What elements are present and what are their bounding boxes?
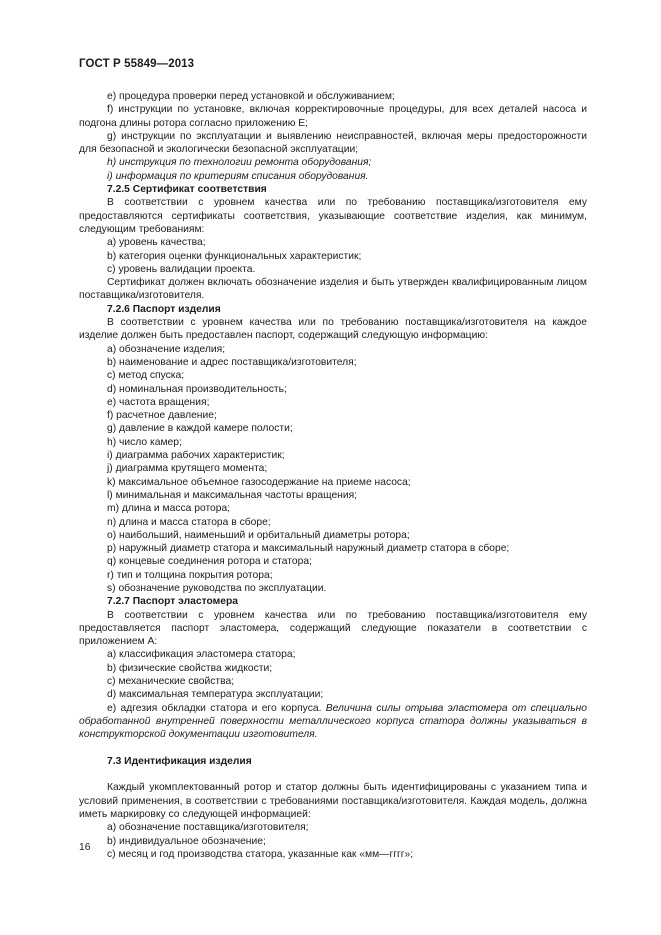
list-item: i) диаграмма рабочих характеристик; — [107, 450, 285, 462]
list-item: f) расчетное давление; — [107, 410, 217, 422]
list-item: d) номинальная производительность; — [107, 383, 287, 395]
paragraph: В соответствии с уровнем качества или по требованию поставщика/изготовителя ему предоставляется паспорт эластомера, содержащий следующие показатели в соответствии с приложением А: — [79, 609, 587, 648]
list-item: b) индивидуальное обозначение; — [107, 835, 266, 847]
list-item: n) длина и масса статора в сборе; — [107, 516, 271, 528]
list-item: l) минимальная и максимальная частоты вращения; — [107, 489, 358, 501]
list-item — [79, 702, 587, 742]
list-item: d) максимальная температура эксплуатации; — [107, 689, 324, 701]
list-item: c) месяц и год производства статора, указанные как «мм—гггг»; — [107, 848, 414, 860]
list-item: a) обозначение изделия; — [107, 343, 226, 355]
list-item: e) процедура проверки перед установкой и обслуживанием; — [107, 91, 395, 102]
list-item: c) метод спуска; — [107, 370, 185, 382]
paragraph: В соответствии с уровнем качества или по требованию поставщика/изготовителя на каждое изделие должен быть предоставлен паспорт, содержащий следующую информацию: — [79, 317, 587, 342]
paragraph: Каждый укомплектованный ротор и статор должны быть идентифицированы с указанием типа и условий применения, в соответствии с требованиями поставщика/изготовителя. Каждая модель, должна иметь маркировку со следующей информацией: — [79, 782, 587, 821]
paragraph: Сертификат должен включать обозначение изделия и быть утвержден квалифицированным лицом поставщика/изготовителя. — [79, 277, 587, 302]
list-item: b) физические свойства жидкости; — [107, 662, 273, 674]
list-item: k) максимальное объемное газосодержание на приеме насоса; — [107, 476, 411, 488]
list-item: c) механические свойства; — [107, 676, 235, 688]
list-item: b) наименование и адрес поставщика/изготовителя; — [107, 356, 357, 368]
section-heading: 7.2.5 Сертификат соответствия — [107, 184, 267, 196]
list-item: s) обозначение руководства по эксплуатации. — [107, 582, 327, 594]
list-item: a) классификация эластомера статора; — [107, 649, 296, 661]
list-item: c) уровень валидации проекта. — [107, 263, 256, 275]
list-item: g) давление в каждой камере полости; — [107, 423, 293, 435]
page-number: 16 — [79, 842, 91, 853]
list-item: j) диаграмма крутящего момента; — [107, 463, 268, 475]
spacer — [79, 742, 587, 755]
list-item: h) инструкция по технологии ремонта оборудования; — [107, 157, 372, 169]
spacer — [79, 768, 587, 781]
list-item: r) тип и толщина покрытия ротора; — [107, 569, 273, 581]
list-item: h) число камер; — [107, 436, 182, 448]
list-item: i) информация по критериям списания оборудования. — [107, 170, 369, 182]
list-item: q) концевые соединения ротора и статора; — [107, 556, 312, 568]
list-item: f) инструкции по установке, включая корректировочные процедуры, для всех деталей насоса и подгона длины ротора согласно приложению Е; — [79, 104, 587, 129]
list-item: g) инструкции по эксплуатации и выявлению неисправностей, включая меры предосторожности для безопасной и экологически безопасной эксплуатации; — [79, 130, 587, 156]
list-item: p) наружный диаметр статора и максимальный наружный диаметр статора в сборе; — [107, 543, 510, 555]
paragraph: В соответствии с уровнем качества или по требованию поставщика/изготовителя ему предоставляются сертификаты соответствия, указывающие соответствие изделия, как минимум, следующим требованиям: — [79, 197, 587, 235]
list-item: a) обозначение поставщика/изготовителя; — [107, 822, 309, 834]
document-body — [79, 90, 587, 861]
section-heading: 7.2.7 Паспорт эластомера — [107, 596, 239, 608]
list-item: b) категория оценки функциональных характеристик; — [107, 250, 362, 262]
list-item: e) частота вращения; — [107, 396, 210, 408]
list-item: a) уровень качества; — [107, 237, 206, 249]
section-heading: 7.2.6 Паспорт изделия — [107, 303, 221, 315]
list-item-text: e) адгезия обкладки статора и его корпуса. — [107, 702, 326, 714]
document-header: ГОСТ Р 55849—2013 — [79, 58, 195, 70]
list-item-italic-text: Величина силы отрыва эластомера от специально обработанной внутренней поверхности металлического корпуса статора должны указываться в конструкторской документации изготовителя. — [79, 702, 588, 741]
list-item: m) длина и масса ротора; — [107, 503, 231, 515]
list-item: o) наибольший, наименьший и орбитальный диаметры ротора; — [107, 529, 410, 541]
section-heading: 7.3 Идентификация изделия — [107, 755, 252, 767]
